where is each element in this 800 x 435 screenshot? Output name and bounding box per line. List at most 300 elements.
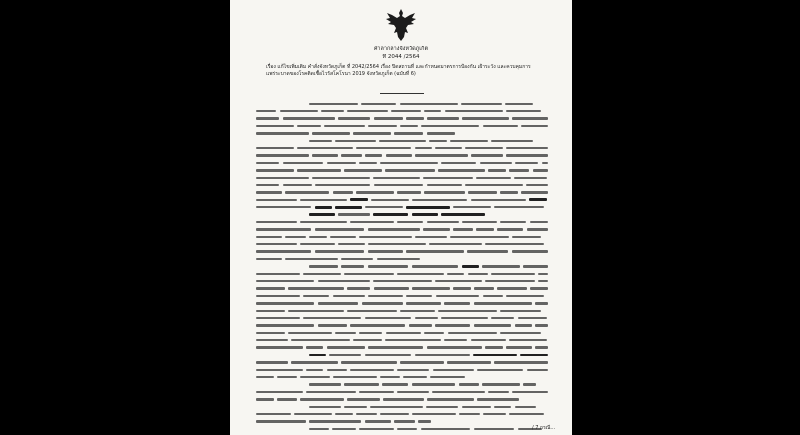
ink-stroke <box>256 250 311 252</box>
divider <box>380 93 424 94</box>
ink-stroke <box>468 191 497 193</box>
ink-stroke <box>535 302 548 304</box>
ink-stroke <box>494 406 512 408</box>
ink-stroke <box>509 413 544 415</box>
ink-stroke <box>429 140 447 142</box>
ink-stroke <box>383 398 424 400</box>
ink-stroke <box>350 221 394 223</box>
ink-stroke <box>368 125 397 127</box>
document-number: ที่ 2044 /2564 <box>382 54 420 60</box>
ink-stroke <box>374 287 409 289</box>
ink-stroke <box>468 273 488 275</box>
ink-stroke <box>542 162 548 164</box>
ink-stroke <box>365 354 412 356</box>
ink-stroke <box>362 302 403 304</box>
ink-stroke <box>412 287 450 289</box>
ink-stroke <box>477 369 524 371</box>
ink-stroke <box>256 110 276 112</box>
ink-stroke <box>474 302 532 304</box>
ink-stroke <box>441 162 476 164</box>
ink-stroke <box>400 310 435 312</box>
ink-stroke <box>288 287 343 289</box>
ink-stroke <box>327 346 365 348</box>
ink-stroke <box>300 398 344 400</box>
ink-stroke <box>353 132 391 134</box>
text-line <box>256 270 548 277</box>
ink-stroke <box>447 361 491 363</box>
ink-stroke <box>424 110 442 112</box>
text-line <box>256 226 548 233</box>
ink-stroke <box>338 213 370 215</box>
ink-stroke <box>256 117 279 119</box>
ink-stroke <box>450 140 488 142</box>
ink-stroke <box>327 162 356 164</box>
body-text <box>256 100 548 435</box>
ink-stroke <box>409 324 432 326</box>
text-line <box>256 218 548 225</box>
text-line <box>256 425 548 432</box>
ink-stroke <box>335 206 361 209</box>
ink-stroke <box>374 117 403 119</box>
ink-stroke <box>459 413 479 415</box>
ink-stroke <box>506 147 548 149</box>
ink-stroke <box>256 361 288 363</box>
ink-stroke <box>444 302 470 304</box>
ink-stroke <box>512 391 548 393</box>
ink-stroke <box>312 177 370 179</box>
ink-stroke <box>341 265 364 267</box>
text-line <box>256 418 548 425</box>
ink-stroke <box>256 206 311 208</box>
ink-stroke <box>385 169 435 171</box>
ink-stroke <box>462 221 497 223</box>
ink-stroke <box>277 376 297 378</box>
ink-stroke <box>256 199 297 201</box>
ink-stroke <box>327 369 347 371</box>
ink-stroke <box>297 169 341 171</box>
text-line <box>256 381 548 388</box>
ink-stroke <box>303 295 329 297</box>
ink-stroke <box>538 280 548 282</box>
ink-stroke <box>506 154 548 156</box>
ink-stroke <box>368 295 403 297</box>
ink-stroke <box>309 383 341 385</box>
ink-stroke <box>465 147 503 149</box>
ink-stroke <box>309 406 341 408</box>
ink-stroke <box>453 228 473 230</box>
text-line <box>256 351 548 358</box>
text-line <box>256 263 548 270</box>
ink-stroke <box>412 383 456 385</box>
ink-stroke <box>368 265 409 267</box>
ink-stroke <box>256 236 282 238</box>
ink-stroke <box>444 339 467 341</box>
ink-stroke <box>415 317 438 319</box>
ink-stroke <box>341 258 373 260</box>
ink-stroke <box>347 287 370 289</box>
ink-stroke <box>338 243 364 245</box>
ink-stroke <box>533 169 548 171</box>
ink-stroke <box>256 295 300 297</box>
ink-stroke <box>380 376 400 378</box>
ink-stroke <box>485 280 535 282</box>
document-page <box>230 0 572 435</box>
ink-stroke <box>453 287 471 289</box>
ink-stroke <box>283 184 312 186</box>
ink-stroke <box>344 273 394 275</box>
ink-stroke <box>497 287 526 289</box>
ink-stroke <box>406 206 450 209</box>
ink-stroke <box>397 391 429 393</box>
ink-stroke <box>285 191 329 193</box>
ink-stroke <box>280 110 318 112</box>
ink-stroke <box>435 280 482 282</box>
ink-stroke <box>488 391 508 393</box>
ink-stroke <box>374 184 424 186</box>
ink-stroke <box>397 191 420 193</box>
ink-stroke <box>500 310 541 312</box>
ink-stroke <box>491 317 514 319</box>
text-line <box>256 337 548 344</box>
text-line <box>256 203 548 210</box>
text-line <box>256 122 548 129</box>
ink-stroke <box>518 317 547 319</box>
ink-stroke <box>465 184 523 186</box>
ink-stroke <box>506 346 532 348</box>
document-subject: เรื่อง แก้ไขเพิ่มเติม คำสั่งจังหวัดภูเก็ต ที่ 2042/2564 เรื่อง ปิดสถานที่ และกำหนดมาตรการป้องกัน เฝ้าระวัง และควบคุมการแพร่ระบาดของโรคติดเชื้อไวรัสโคโรนา 2019 จังหวัดภูเก็ต (ฉบับที่ 6) <box>266 64 531 77</box>
text-line <box>256 100 548 107</box>
ink-stroke <box>427 184 462 186</box>
ink-stroke <box>523 265 548 267</box>
ink-stroke <box>441 213 485 216</box>
ink-stroke <box>515 406 537 408</box>
ink-stroke <box>277 398 297 400</box>
ink-stroke <box>491 140 533 142</box>
ink-stroke <box>462 265 480 268</box>
ink-stroke <box>256 191 282 193</box>
ink-stroke <box>424 332 444 334</box>
ink-stroke <box>406 295 432 297</box>
ink-stroke <box>347 310 397 312</box>
text-line <box>256 285 548 292</box>
ink-stroke <box>333 191 353 193</box>
ink-stroke <box>256 154 309 156</box>
ink-stroke <box>365 420 391 422</box>
ink-stroke <box>256 221 297 223</box>
ink-stroke <box>474 428 515 430</box>
text-line <box>256 211 548 218</box>
ink-stroke <box>485 346 503 348</box>
ink-stroke <box>415 147 433 149</box>
ink-stroke <box>471 339 506 341</box>
ink-stroke <box>380 413 409 415</box>
ink-stroke <box>303 317 361 319</box>
ink-stroke <box>312 132 350 134</box>
ink-stroke <box>356 413 376 415</box>
ink-stroke <box>315 250 365 252</box>
ink-stroke <box>488 169 506 171</box>
ink-stroke <box>412 199 467 201</box>
ink-stroke <box>361 103 396 105</box>
ink-stroke <box>497 228 523 230</box>
ink-stroke <box>427 117 459 119</box>
ink-stroke <box>462 117 509 119</box>
ink-stroke <box>485 243 543 245</box>
ink-stroke <box>421 428 471 430</box>
text-line <box>256 130 548 137</box>
ink-stroke <box>256 369 303 371</box>
ink-stroke <box>318 302 359 304</box>
text-line <box>256 255 548 262</box>
ink-stroke <box>380 162 438 164</box>
ink-stroke <box>256 346 303 348</box>
ink-stroke <box>491 273 535 275</box>
ink-stroke <box>312 154 338 156</box>
ink-stroke <box>309 420 362 422</box>
ink-stroke <box>256 317 300 319</box>
ink-stroke <box>368 243 426 245</box>
ink-stroke <box>291 339 349 341</box>
ink-stroke <box>256 169 294 171</box>
ink-stroke <box>297 147 352 149</box>
ink-stroke <box>412 213 438 216</box>
ink-stroke <box>300 243 335 245</box>
ink-stroke <box>344 383 379 385</box>
ink-stroke <box>397 273 444 275</box>
ink-stroke <box>359 332 382 334</box>
text-line <box>256 366 548 373</box>
ink-stroke <box>476 228 494 230</box>
ink-stroke <box>527 369 548 371</box>
text-line <box>256 314 548 321</box>
ink-stroke <box>359 162 377 164</box>
ink-stroke <box>521 191 548 193</box>
ink-stroke <box>406 117 424 119</box>
ink-stroke <box>256 310 285 312</box>
text-line <box>256 277 548 284</box>
ink-stroke <box>288 332 332 334</box>
ink-stroke <box>341 154 361 156</box>
ink-stroke <box>505 103 533 105</box>
ink-stroke <box>335 140 376 142</box>
ink-stroke <box>436 295 480 297</box>
ink-stroke <box>462 406 491 408</box>
ink-stroke <box>285 258 338 260</box>
ink-stroke <box>256 339 288 341</box>
ink-stroke <box>318 280 371 282</box>
ink-stroke <box>494 361 548 363</box>
text-line <box>256 189 548 196</box>
ink-stroke <box>291 361 338 363</box>
ink-stroke <box>412 413 456 415</box>
ink-stroke <box>332 428 355 430</box>
ink-stroke <box>494 206 544 208</box>
ink-stroke <box>329 354 361 356</box>
ink-stroke <box>256 243 297 245</box>
ink-stroke <box>256 324 314 326</box>
ink-stroke <box>309 103 359 105</box>
ink-stroke <box>294 413 332 415</box>
ink-stroke <box>256 177 309 179</box>
ink-stroke <box>483 295 503 297</box>
ink-stroke <box>514 177 546 179</box>
ink-stroke <box>285 236 305 238</box>
ink-stroke <box>391 110 420 112</box>
ink-stroke <box>500 191 518 193</box>
ink-stroke <box>344 406 367 408</box>
text-line <box>256 152 548 159</box>
ink-stroke <box>453 206 491 208</box>
ink-stroke <box>356 191 394 193</box>
ink-stroke <box>324 125 365 127</box>
ink-stroke <box>347 398 379 400</box>
ink-stroke <box>359 428 394 430</box>
ink-stroke <box>535 346 548 348</box>
ink-stroke <box>309 354 327 357</box>
ink-stroke <box>461 103 502 105</box>
text-line <box>256 410 548 417</box>
text-line <box>256 248 548 255</box>
ink-stroke <box>356 147 411 149</box>
ink-stroke <box>515 162 538 164</box>
text-line <box>256 144 548 151</box>
ink-stroke <box>365 317 412 319</box>
ink-stroke <box>353 339 382 341</box>
ink-stroke <box>256 228 311 230</box>
ink-stroke <box>256 258 282 260</box>
ink-stroke <box>350 198 368 201</box>
text-line <box>256 300 548 307</box>
ink-stroke <box>506 295 544 297</box>
ink-stroke <box>397 221 423 223</box>
ink-stroke <box>512 117 548 119</box>
text-line <box>256 329 548 336</box>
ink-stroke <box>309 265 338 267</box>
text-line <box>256 403 548 410</box>
ink-stroke <box>480 162 512 164</box>
ink-stroke <box>256 147 294 149</box>
ink-stroke <box>335 413 353 415</box>
ink-stroke <box>421 125 479 127</box>
ink-stroke <box>306 346 324 348</box>
ink-stroke <box>474 324 512 326</box>
ink-stroke <box>406 250 464 252</box>
ink-stroke <box>477 398 519 400</box>
ink-stroke <box>379 140 426 142</box>
ink-stroke <box>509 339 547 341</box>
text-line <box>256 181 548 188</box>
ink-stroke <box>427 346 482 348</box>
text-line <box>256 233 548 240</box>
ink-stroke <box>415 154 468 156</box>
ink-stroke <box>256 273 300 275</box>
ink-stroke <box>350 324 405 326</box>
ink-stroke <box>512 236 541 238</box>
ink-stroke <box>373 280 431 282</box>
ink-stroke <box>509 169 529 171</box>
ink-stroke <box>400 103 458 105</box>
ink-stroke <box>309 428 329 430</box>
ink-stroke <box>373 177 420 179</box>
text-line <box>256 388 548 395</box>
text-line <box>256 322 548 329</box>
ink-stroke <box>300 199 347 201</box>
text-line <box>256 396 548 403</box>
ink-stroke <box>306 369 324 371</box>
ink-stroke <box>400 361 444 363</box>
ink-stroke <box>309 213 335 216</box>
ink-stroke <box>256 125 294 127</box>
ink-stroke <box>473 354 517 357</box>
ink-stroke <box>347 110 388 112</box>
ink-stroke <box>350 369 394 371</box>
ink-stroke <box>438 169 485 171</box>
ink-stroke <box>394 420 414 422</box>
ink-stroke <box>359 236 412 238</box>
ink-stroke <box>365 154 383 156</box>
ink-stroke <box>403 376 426 378</box>
garuda-emblem-icon <box>384 6 418 44</box>
ink-stroke <box>394 132 423 134</box>
ink-stroke <box>400 125 418 127</box>
ink-stroke <box>333 376 377 378</box>
text-line <box>256 174 548 181</box>
ink-stroke <box>515 324 533 326</box>
ink-stroke <box>256 162 279 164</box>
ink-stroke <box>445 110 503 112</box>
ink-stroke <box>406 302 441 304</box>
ink-stroke <box>483 413 506 415</box>
ink-stroke <box>256 184 279 186</box>
text-line <box>256 196 548 203</box>
ink-stroke <box>283 162 324 164</box>
ink-stroke <box>341 361 396 363</box>
ink-stroke <box>448 332 498 334</box>
text-line <box>256 240 548 247</box>
ink-stroke <box>483 125 518 127</box>
text-line <box>256 167 548 174</box>
ink-stroke <box>256 398 274 400</box>
ink-stroke <box>344 169 382 171</box>
ink-stroke <box>427 132 455 134</box>
ink-stroke <box>423 228 449 230</box>
ink-stroke <box>418 420 431 422</box>
ink-stroke <box>386 332 421 334</box>
ink-stroke <box>256 280 314 282</box>
ink-stroke <box>315 206 333 209</box>
ink-stroke <box>476 177 511 179</box>
ink-stroke <box>538 273 548 275</box>
text-line <box>256 307 548 314</box>
ink-stroke <box>256 391 303 393</box>
ink-stroke <box>397 369 429 371</box>
ink-stroke <box>523 383 536 385</box>
ink-stroke <box>371 199 409 201</box>
ink-stroke <box>530 287 548 289</box>
ink-stroke <box>256 302 314 304</box>
ink-stroke <box>426 406 458 408</box>
ink-stroke <box>512 250 549 252</box>
ink-stroke <box>256 413 291 415</box>
ink-stroke <box>412 265 459 267</box>
ink-stroke <box>303 273 341 275</box>
ink-stroke <box>315 184 370 186</box>
ink-stroke <box>321 110 344 112</box>
ink-stroke <box>315 228 365 230</box>
ink-stroke <box>459 383 479 385</box>
ink-stroke <box>482 383 520 385</box>
ink-stroke <box>318 324 347 326</box>
